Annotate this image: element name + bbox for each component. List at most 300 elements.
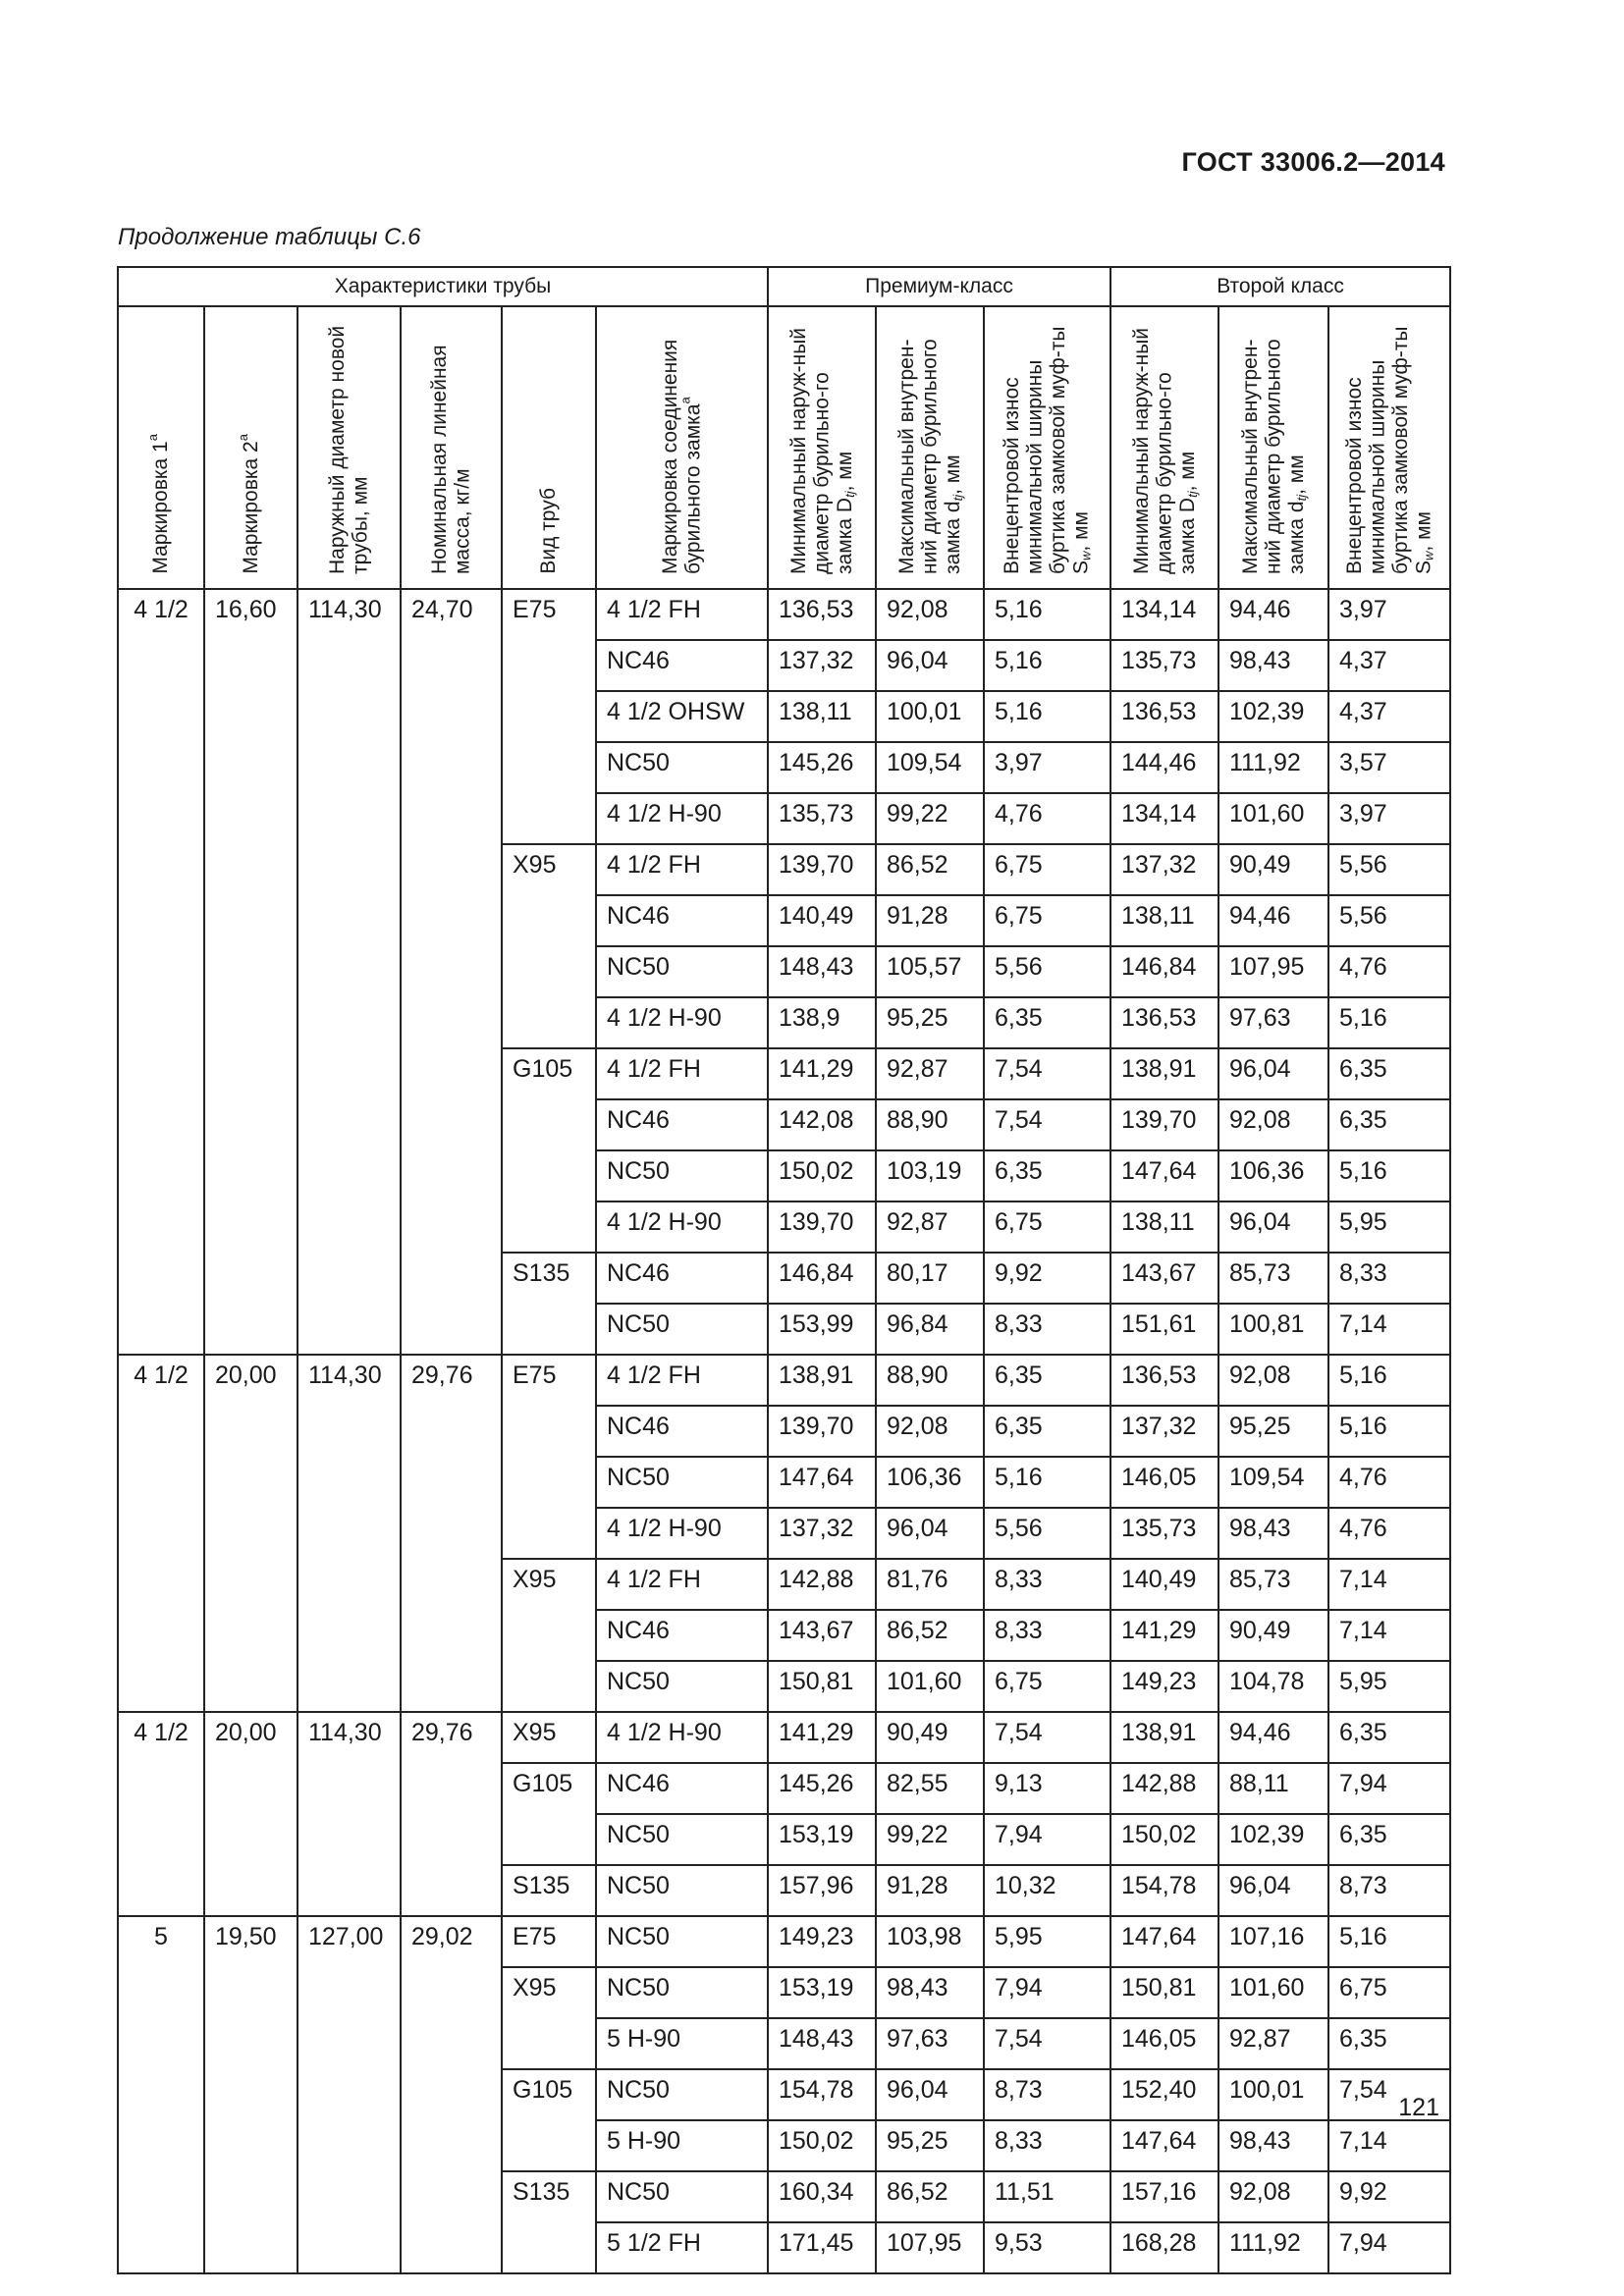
cell-pipe-grade: G105 bbox=[502, 1048, 596, 1099]
cell-premium-min-od: 139,70 bbox=[768, 1406, 876, 1457]
cell-second-wear: 3,97 bbox=[1328, 793, 1450, 844]
cell-second-min-od: 150,81 bbox=[1110, 1967, 1218, 2018]
cell-second-min-od: 157,16 bbox=[1110, 2171, 1218, 2222]
cell-premium-max-id: 101,60 bbox=[876, 1661, 984, 1712]
table-row bbox=[118, 1661, 1450, 1712]
cell-second-wear: 6,35 bbox=[1328, 1814, 1450, 1865]
cell-linear-mass bbox=[401, 1150, 502, 1201]
table-row bbox=[118, 1099, 1450, 1150]
cell-second-max-id: 98,43 bbox=[1218, 640, 1328, 691]
cell-mark2 bbox=[204, 1201, 298, 1253]
cell-second-min-od: 138,91 bbox=[1110, 1048, 1218, 1099]
cell-second-max-id: 101,60 bbox=[1218, 1967, 1328, 2018]
cell-premium-max-id: 99,22 bbox=[876, 1814, 984, 1865]
cell-mark1 bbox=[118, 1406, 204, 1457]
col-header-premium-max-id: Максимальный внутрен-ний диаметр бурильного замка $d_{tj}$, мм bbox=[876, 306, 984, 589]
cell-mark1 bbox=[118, 1967, 204, 2018]
cell-second-max-id: 98,43 bbox=[1218, 2120, 1328, 2171]
cell-outer-diameter bbox=[298, 1099, 401, 1150]
cell-premium-max-id: 86,52 bbox=[876, 1610, 984, 1661]
cell-premium-max-id: 92,08 bbox=[876, 1406, 984, 1457]
cell-premium-max-id: 92,87 bbox=[876, 1201, 984, 1253]
cell-mark2: 19,50 bbox=[204, 1916, 298, 1967]
cell-premium-wear: 4,76 bbox=[984, 793, 1110, 844]
cell-pipe-grade bbox=[502, 1150, 596, 1201]
cell-second-min-od: 144,46 bbox=[1110, 742, 1218, 793]
table-row bbox=[118, 640, 1450, 691]
cell-mark1 bbox=[118, 1559, 204, 1610]
cell-outer-diameter bbox=[298, 2222, 401, 2273]
cell-second-max-id: 111,92 bbox=[1218, 742, 1328, 793]
cell-linear-mass bbox=[401, 691, 502, 742]
table-row bbox=[118, 589, 1450, 640]
cell-premium-wear: 8,33 bbox=[984, 2120, 1110, 2171]
col-header-outer-diameter: Наружный диаметр новой трубы, мм bbox=[298, 306, 401, 589]
cell-connection: 4 1/2 H-90 bbox=[596, 793, 768, 844]
cell-second-wear: 5,95 bbox=[1328, 1661, 1450, 1712]
cell-premium-wear: 5,16 bbox=[984, 1457, 1110, 1508]
cell-second-wear: 5,16 bbox=[1328, 1150, 1450, 1201]
cell-premium-min-od: 148,43 bbox=[768, 946, 876, 997]
cell-second-min-od: 136,53 bbox=[1110, 997, 1218, 1048]
cell-premium-wear: 6,35 bbox=[984, 997, 1110, 1048]
table-row bbox=[118, 844, 1450, 895]
cell-outer-diameter: 114,30 bbox=[298, 589, 401, 640]
cell-mark1 bbox=[118, 1763, 204, 1814]
cell-connection: 4 1/2 H-90 bbox=[596, 997, 768, 1048]
cell-second-min-od: 154,78 bbox=[1110, 1865, 1218, 1916]
cell-premium-min-od: 138,11 bbox=[768, 691, 876, 742]
cell-pipe-grade: E75 bbox=[502, 589, 596, 640]
cell-mark1 bbox=[118, 640, 204, 691]
cell-connection: NC50 bbox=[596, 2069, 768, 2120]
cell-pipe-grade bbox=[502, 895, 596, 946]
cell-mark1 bbox=[118, 1661, 204, 1712]
cell-premium-wear: 7,54 bbox=[984, 1048, 1110, 1099]
cell-connection: NC50 bbox=[596, 1457, 768, 1508]
cell-premium-min-od: 150,02 bbox=[768, 2120, 876, 2171]
table-row bbox=[118, 1559, 1450, 1610]
cell-second-min-od: 134,14 bbox=[1110, 793, 1218, 844]
cell-outer-diameter bbox=[298, 1763, 401, 1814]
cell-premium-wear: 10,32 bbox=[984, 1865, 1110, 1916]
cell-premium-wear: 7,54 bbox=[984, 1712, 1110, 1763]
cell-second-wear: 6,75 bbox=[1328, 1967, 1450, 2018]
cell-outer-diameter bbox=[298, 1967, 401, 2018]
cell-mark1 bbox=[118, 1201, 204, 1253]
cell-linear-mass bbox=[401, 1457, 502, 1508]
cell-second-min-od: 143,67 bbox=[1110, 1253, 1218, 1304]
cell-mark2 bbox=[204, 2171, 298, 2222]
cell-second-wear: 7,14 bbox=[1328, 1559, 1450, 1610]
cell-premium-max-id: 96,04 bbox=[876, 1508, 984, 1559]
cell-premium-min-od: 148,43 bbox=[768, 2018, 876, 2069]
cell-mark2: 20,00 bbox=[204, 1355, 298, 1406]
cell-linear-mass bbox=[401, 1661, 502, 1712]
cell-outer-diameter bbox=[298, 691, 401, 742]
cell-connection: 4 1/2 H-90 bbox=[596, 1201, 768, 1253]
cell-mark1 bbox=[118, 793, 204, 844]
table-row bbox=[118, 793, 1450, 844]
cell-linear-mass bbox=[401, 2069, 502, 2120]
cell-second-min-od: 134,14 bbox=[1110, 589, 1218, 640]
cell-second-wear: 9,92 bbox=[1328, 2171, 1450, 2222]
cell-mark1: 4 1/2 bbox=[118, 1355, 204, 1406]
cell-mark2 bbox=[204, 2120, 298, 2171]
cell-second-wear: 7,14 bbox=[1328, 1304, 1450, 1355]
cell-linear-mass bbox=[401, 1814, 502, 1865]
cell-second-wear: 6,35 bbox=[1328, 2018, 1450, 2069]
cell-premium-min-od: 140,49 bbox=[768, 895, 876, 946]
cell-second-max-id: 97,63 bbox=[1218, 997, 1328, 1048]
cell-outer-diameter bbox=[298, 1457, 401, 1508]
cell-premium-wear: 7,54 bbox=[984, 2018, 1110, 2069]
cell-premium-min-od: 153,19 bbox=[768, 1967, 876, 2018]
cell-premium-min-od: 142,88 bbox=[768, 1559, 876, 1610]
cell-premium-wear: 6,35 bbox=[984, 1355, 1110, 1406]
cell-premium-min-od: 141,29 bbox=[768, 1048, 876, 1099]
cell-connection: NC50 bbox=[596, 742, 768, 793]
cell-mark1 bbox=[118, 946, 204, 997]
cell-premium-min-od: 142,08 bbox=[768, 1099, 876, 1150]
cell-premium-max-id: 91,28 bbox=[876, 895, 984, 946]
cell-linear-mass bbox=[401, 2222, 502, 2273]
cell-mark2: 20,00 bbox=[204, 1712, 298, 1763]
cell-mark2 bbox=[204, 640, 298, 691]
table-row bbox=[118, 1201, 1450, 1253]
cell-outer-diameter bbox=[298, 640, 401, 691]
table-row bbox=[118, 1457, 1450, 1508]
drill-pipe-table bbox=[117, 266, 1451, 2274]
cell-mark1 bbox=[118, 2222, 204, 2273]
cell-pipe-grade bbox=[502, 2018, 596, 2069]
cell-outer-diameter bbox=[298, 1201, 401, 1253]
cell-pipe-grade: S135 bbox=[502, 1865, 596, 1916]
cell-linear-mass bbox=[401, 1253, 502, 1304]
cell-premium-max-id: 100,01 bbox=[876, 691, 984, 742]
cell-pipe-grade bbox=[502, 691, 596, 742]
cell-mark1 bbox=[118, 1253, 204, 1304]
cell-second-min-od: 138,91 bbox=[1110, 1712, 1218, 1763]
cell-linear-mass bbox=[401, 1865, 502, 1916]
table-row bbox=[118, 1916, 1450, 1967]
cell-pipe-grade bbox=[502, 1814, 596, 1865]
cell-second-wear: 4,37 bbox=[1328, 640, 1450, 691]
cell-pipe-grade bbox=[502, 793, 596, 844]
table-row bbox=[118, 1508, 1450, 1559]
cell-outer-diameter bbox=[298, 844, 401, 895]
cell-connection: 4 1/2 OHSW bbox=[596, 691, 768, 742]
table-row bbox=[118, 2222, 1450, 2273]
cell-premium-max-id: 96,84 bbox=[876, 1304, 984, 1355]
cell-second-max-id: 102,39 bbox=[1218, 1814, 1328, 1865]
cell-pipe-grade bbox=[502, 997, 596, 1048]
cell-mark2 bbox=[204, 1763, 298, 1814]
cell-linear-mass: 29,76 bbox=[401, 1712, 502, 1763]
cell-premium-wear: 6,75 bbox=[984, 1661, 1110, 1712]
table-row bbox=[118, 2069, 1450, 2120]
cell-premium-wear: 7,54 bbox=[984, 1099, 1110, 1150]
cell-linear-mass bbox=[401, 1099, 502, 1150]
cell-premium-min-od: 146,84 bbox=[768, 1253, 876, 1304]
table-row bbox=[118, 1967, 1450, 2018]
cell-outer-diameter bbox=[298, 793, 401, 844]
cell-outer-diameter bbox=[298, 2069, 401, 2120]
cell-mark1 bbox=[118, 2069, 204, 2120]
table-row bbox=[118, 1406, 1450, 1457]
cell-premium-min-od: 160,34 bbox=[768, 2171, 876, 2222]
table-row bbox=[118, 2120, 1450, 2171]
cell-mark2 bbox=[204, 1559, 298, 1610]
cell-mark2 bbox=[204, 1457, 298, 1508]
cell-connection: NC50 bbox=[596, 1150, 768, 1201]
col-header-mark1: Маркировка $1^а$ bbox=[118, 306, 204, 589]
cell-premium-wear: 9,92 bbox=[984, 1253, 1110, 1304]
cell-premium-wear: 8,33 bbox=[984, 1304, 1110, 1355]
cell-second-min-od: 146,05 bbox=[1110, 1457, 1218, 1508]
cell-connection: 4 1/2 H-90 bbox=[596, 1712, 768, 1763]
cell-premium-max-id: 86,52 bbox=[876, 2171, 984, 2222]
cell-second-max-id: 85,73 bbox=[1218, 1559, 1328, 1610]
cell-premium-max-id: 107,95 bbox=[876, 2222, 984, 2273]
cell-mark2 bbox=[204, 844, 298, 895]
col-header-linear-mass: Номинальная линейная масса, кг/м bbox=[401, 306, 502, 589]
cell-premium-max-id: 92,08 bbox=[876, 589, 984, 640]
cell-linear-mass: 24,70 bbox=[401, 589, 502, 640]
cell-premium-max-id: 81,76 bbox=[876, 1559, 984, 1610]
cell-second-min-od: 138,11 bbox=[1110, 895, 1218, 946]
table-row bbox=[118, 2018, 1450, 2069]
cell-second-max-id: 90,49 bbox=[1218, 1610, 1328, 1661]
cell-premium-min-od: 137,32 bbox=[768, 1508, 876, 1559]
cell-connection: NC50 bbox=[596, 1304, 768, 1355]
cell-second-min-od: 149,23 bbox=[1110, 1661, 1218, 1712]
cell-mark2 bbox=[204, 742, 298, 793]
cell-connection: 4 1/2 FH bbox=[596, 1048, 768, 1099]
cell-second-min-od: 141,29 bbox=[1110, 1610, 1218, 1661]
column-header-row bbox=[118, 306, 1450, 589]
cell-second-wear: 7,14 bbox=[1328, 2120, 1450, 2171]
cell-premium-wear: 5,56 bbox=[984, 946, 1110, 997]
cell-second-min-od: 146,84 bbox=[1110, 946, 1218, 997]
cell-outer-diameter bbox=[298, 2120, 401, 2171]
cell-second-wear: 4,37 bbox=[1328, 691, 1450, 742]
cell-mark1 bbox=[118, 1814, 204, 1865]
cell-pipe-grade bbox=[502, 640, 596, 691]
cell-connection: 4 1/2 FH bbox=[596, 589, 768, 640]
cell-pipe-grade bbox=[502, 2120, 596, 2171]
cell-pipe-grade: S135 bbox=[502, 2171, 596, 2222]
cell-mark1 bbox=[118, 1508, 204, 1559]
cell-pipe-grade bbox=[502, 1201, 596, 1253]
cell-linear-mass bbox=[401, 1610, 502, 1661]
cell-mark1 bbox=[118, 2018, 204, 2069]
cell-premium-wear: 6,35 bbox=[984, 1150, 1110, 1201]
cell-mark2 bbox=[204, 2018, 298, 2069]
cell-premium-wear: 5,16 bbox=[984, 589, 1110, 640]
cell-connection: NC50 bbox=[596, 1661, 768, 1712]
cell-mark2 bbox=[204, 1814, 298, 1865]
cell-second-max-id: 96,04 bbox=[1218, 1865, 1328, 1916]
cell-connection: NC50 bbox=[596, 1967, 768, 2018]
cell-second-wear: 7,54 bbox=[1328, 2069, 1450, 2120]
cell-premium-min-od: 145,26 bbox=[768, 742, 876, 793]
cell-premium-wear: 8,33 bbox=[984, 1559, 1110, 1610]
cell-second-min-od: 152,40 bbox=[1110, 2069, 1218, 2120]
cell-outer-diameter bbox=[298, 1559, 401, 1610]
cell-premium-min-od: 137,32 bbox=[768, 640, 876, 691]
cell-premium-max-id: 88,90 bbox=[876, 1355, 984, 1406]
cell-linear-mass bbox=[401, 1304, 502, 1355]
cell-premium-max-id: 95,25 bbox=[876, 997, 984, 1048]
cell-second-wear: 5,16 bbox=[1328, 997, 1450, 1048]
cell-premium-min-od: 143,67 bbox=[768, 1610, 876, 1661]
cell-mark1: 5 bbox=[118, 1916, 204, 1967]
cell-second-max-id: 94,46 bbox=[1218, 1712, 1328, 1763]
cell-linear-mass bbox=[401, 844, 502, 895]
cell-linear-mass bbox=[401, 997, 502, 1048]
cell-premium-max-id: 96,04 bbox=[876, 2069, 984, 2120]
cell-connection: 4 1/2 FH bbox=[596, 1355, 768, 1406]
page-number: 121 bbox=[1398, 2094, 1439, 2121]
cell-second-max-id: 106,36 bbox=[1218, 1150, 1328, 1201]
cell-outer-diameter bbox=[298, 997, 401, 1048]
cell-premium-wear: 3,97 bbox=[984, 742, 1110, 793]
col-header-premium-wear: Внецентровой износ минимальной ширины буртика замковой муф-ты $S_w$, мм bbox=[984, 306, 1110, 589]
cell-second-wear: 4,76 bbox=[1328, 1457, 1450, 1508]
cell-second-max-id: 88,11 bbox=[1218, 1763, 1328, 1814]
cell-outer-diameter bbox=[298, 2171, 401, 2222]
cell-second-wear: 5,16 bbox=[1328, 1406, 1450, 1457]
cell-second-max-id: 107,95 bbox=[1218, 946, 1328, 997]
cell-outer-diameter bbox=[298, 1253, 401, 1304]
cell-second-max-id: 101,60 bbox=[1218, 793, 1328, 844]
cell-linear-mass bbox=[401, 1406, 502, 1457]
cell-pipe-grade: X95 bbox=[502, 844, 596, 895]
cell-second-min-od: 147,64 bbox=[1110, 2120, 1218, 2171]
table-row bbox=[118, 997, 1450, 1048]
col-header-premium-min-od: Минимальный наруж-ный диаметр бурильно-го замка $D_{tj}$, мм bbox=[768, 306, 876, 589]
cell-outer-diameter: 127,00 bbox=[298, 1916, 401, 1967]
cell-premium-max-id: 103,98 bbox=[876, 1916, 984, 1967]
cell-outer-diameter bbox=[298, 1406, 401, 1457]
cell-pipe-grade: X95 bbox=[502, 1712, 596, 1763]
cell-second-wear: 6,35 bbox=[1328, 1099, 1450, 1150]
cell-second-max-id: 94,46 bbox=[1218, 589, 1328, 640]
cell-premium-max-id: 106,36 bbox=[876, 1457, 984, 1508]
cell-mark2 bbox=[204, 1661, 298, 1712]
table-row bbox=[118, 1355, 1450, 1406]
table-row bbox=[118, 1865, 1450, 1916]
cell-premium-max-id: 95,25 bbox=[876, 2120, 984, 2171]
cell-linear-mass bbox=[401, 1559, 502, 1610]
cell-second-wear: 5,16 bbox=[1328, 1916, 1450, 1967]
cell-connection: NC50 bbox=[596, 1916, 768, 1967]
cell-mark2 bbox=[204, 2069, 298, 2120]
table-row bbox=[118, 742, 1450, 793]
cell-connection: NC46 bbox=[596, 1763, 768, 1814]
cell-linear-mass bbox=[401, 2120, 502, 2171]
cell-mark2 bbox=[204, 1304, 298, 1355]
cell-premium-min-od: 147,64 bbox=[768, 1457, 876, 1508]
table-row bbox=[118, 1253, 1450, 1304]
cell-mark2 bbox=[204, 1865, 298, 1916]
cell-outer-diameter bbox=[298, 1508, 401, 1559]
cell-linear-mass bbox=[401, 640, 502, 691]
cell-second-min-od: 135,73 bbox=[1110, 640, 1218, 691]
cell-premium-wear: 5,16 bbox=[984, 640, 1110, 691]
cell-pipe-grade bbox=[502, 1457, 596, 1508]
cell-outer-diameter bbox=[298, 1048, 401, 1099]
cell-outer-diameter bbox=[298, 1610, 401, 1661]
cell-mark2 bbox=[204, 895, 298, 946]
cell-connection: NC46 bbox=[596, 1610, 768, 1661]
cell-premium-min-od: 139,70 bbox=[768, 844, 876, 895]
table-row bbox=[118, 1814, 1450, 1865]
cell-second-max-id: 100,01 bbox=[1218, 2069, 1328, 2120]
cell-second-max-id: 90,49 bbox=[1218, 844, 1328, 895]
cell-premium-max-id: 105,57 bbox=[876, 946, 984, 997]
cell-premium-max-id: 90,49 bbox=[876, 1712, 984, 1763]
cell-second-wear: 4,76 bbox=[1328, 946, 1450, 997]
cell-second-max-id: 96,04 bbox=[1218, 1201, 1328, 1253]
cell-linear-mass: 29,76 bbox=[401, 1355, 502, 1406]
cell-outer-diameter bbox=[298, 1814, 401, 1865]
cell-second-min-od: 138,11 bbox=[1110, 1201, 1218, 1253]
cell-pipe-grade: X95 bbox=[502, 1967, 596, 2018]
cell-mark1 bbox=[118, 2171, 204, 2222]
cell-pipe-grade bbox=[502, 2222, 596, 2273]
cell-premium-max-id: 109,54 bbox=[876, 742, 984, 793]
table-row bbox=[118, 946, 1450, 997]
cell-second-min-od: 140,49 bbox=[1110, 1559, 1218, 1610]
cell-mark2 bbox=[204, 1253, 298, 1304]
cell-premium-wear: 7,94 bbox=[984, 1814, 1110, 1865]
cell-mark2 bbox=[204, 946, 298, 997]
cell-second-min-od: 151,61 bbox=[1110, 1304, 1218, 1355]
table-row bbox=[118, 1763, 1450, 1814]
cell-second-max-id: 107,16 bbox=[1218, 1916, 1328, 1967]
cell-mark2 bbox=[204, 1048, 298, 1099]
cell-mark2: 16,60 bbox=[204, 589, 298, 640]
table-row bbox=[118, 895, 1450, 946]
cell-premium-wear: 6,35 bbox=[984, 1406, 1110, 1457]
cell-second-wear: 7,94 bbox=[1328, 1763, 1450, 1814]
cell-second-max-id: 92,08 bbox=[1218, 1099, 1328, 1150]
cell-second-max-id: 95,25 bbox=[1218, 1406, 1328, 1457]
cell-second-min-od: 168,28 bbox=[1110, 2222, 1218, 2273]
cell-second-min-od: 136,53 bbox=[1110, 1355, 1218, 1406]
cell-connection: NC46 bbox=[596, 895, 768, 946]
cell-premium-min-od: 138,9 bbox=[768, 997, 876, 1048]
cell-second-min-od: 136,53 bbox=[1110, 691, 1218, 742]
table-body bbox=[118, 589, 1450, 2273]
cell-pipe-grade bbox=[502, 1406, 596, 1457]
cell-mark1 bbox=[118, 895, 204, 946]
cell-premium-min-od: 154,78 bbox=[768, 2069, 876, 2120]
cell-premium-min-od: 157,96 bbox=[768, 1865, 876, 1916]
cell-second-max-id: 98,43 bbox=[1218, 1508, 1328, 1559]
cell-second-wear: 8,33 bbox=[1328, 1253, 1450, 1304]
cell-premium-max-id: 92,87 bbox=[876, 1048, 984, 1099]
cell-connection: 5 1/2 FH bbox=[596, 2222, 768, 2273]
cell-outer-diameter bbox=[298, 946, 401, 997]
cell-pipe-grade: S135 bbox=[502, 1253, 596, 1304]
cell-premium-min-od: 171,45 bbox=[768, 2222, 876, 2273]
cell-pipe-grade: G105 bbox=[502, 1763, 596, 1814]
cell-mark1 bbox=[118, 1457, 204, 1508]
cell-connection: NC50 bbox=[596, 1865, 768, 1916]
